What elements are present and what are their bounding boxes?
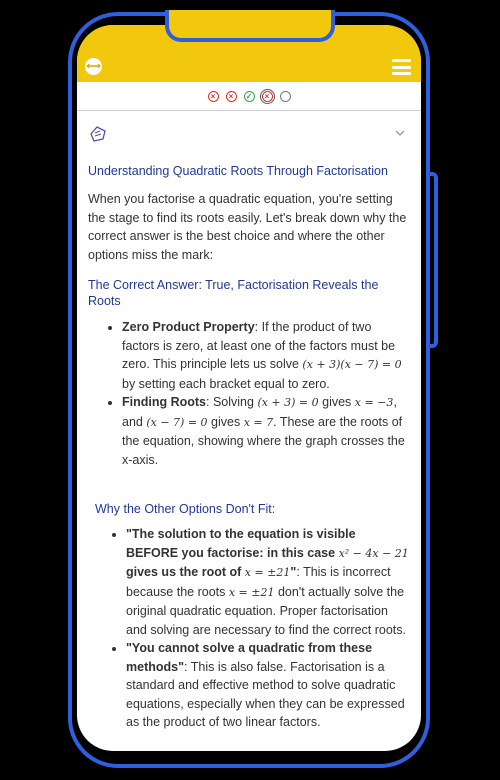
heading-other-options: Why the Other Options Don't Fit: (95, 502, 276, 516)
list-item: • Finding Roots: Solving (x + 3) = 0 gives x = −3, and (x − 7) = 0 gives x = 7. These are the roots of the equation, showing where the graph crosses the x-axis. (122, 393, 410, 469)
list-item: • Zero Product Property: If the product of two factors is zero, at least one of the factors must be zero. This principle lets us solve (x + 3)(x − 7) = 0 by setting each bracket equal to zero. (122, 318, 410, 393)
status-empty-icon[interactable] (280, 91, 291, 102)
status-correct-icon[interactable]: ✓ (244, 91, 255, 102)
intro-paragraph: When you factorise a quadratic equation, you're setting the stage to find its roots easily. Let's break down why the correct answer is the best choice and where the other options miss the mark: (88, 192, 407, 262)
other-options-list (88, 525, 410, 732)
correct-answer-list (88, 318, 410, 469)
explanation-content (88, 163, 410, 732)
expand-icon[interactable]: ⟷ (85, 58, 102, 75)
list-item: • "You cannot solve a quadratic from these methods": This is also false. Factorisation is a standard and effective method to solve quadratic equations, especially when they can be expressed as the product of two linear factors. (126, 639, 410, 732)
hamburger-menu-icon[interactable] (392, 59, 411, 75)
status-wrong-icon[interactable]: × (226, 91, 237, 102)
app-screen (77, 25, 421, 751)
ai-explanation-icon (89, 125, 107, 143)
heading-correct-answer: The Correct Answer: True, Factorisation Reveals the Roots (88, 278, 379, 308)
list-item: • "The solution to the equation is visible BEFORE you factorise: in this case x² − 4x − 21 gives us the root of x = ±21": This is incorrect because the roots x = ±21 don't actually solve the original quadratic equation. Proper factorisation and solving are necessary to find the correct roots. (126, 525, 410, 639)
phone-side-button (430, 172, 438, 348)
phone-notch (165, 10, 335, 42)
status-wrong-icon[interactable]: × (208, 91, 219, 102)
question-status-row (77, 82, 421, 111)
status-wrong-selected-icon[interactable]: × (262, 91, 273, 102)
heading-understanding: Understanding Quadratic Roots Through Factorisation (88, 164, 388, 178)
chevron-down-icon[interactable] (395, 128, 405, 138)
